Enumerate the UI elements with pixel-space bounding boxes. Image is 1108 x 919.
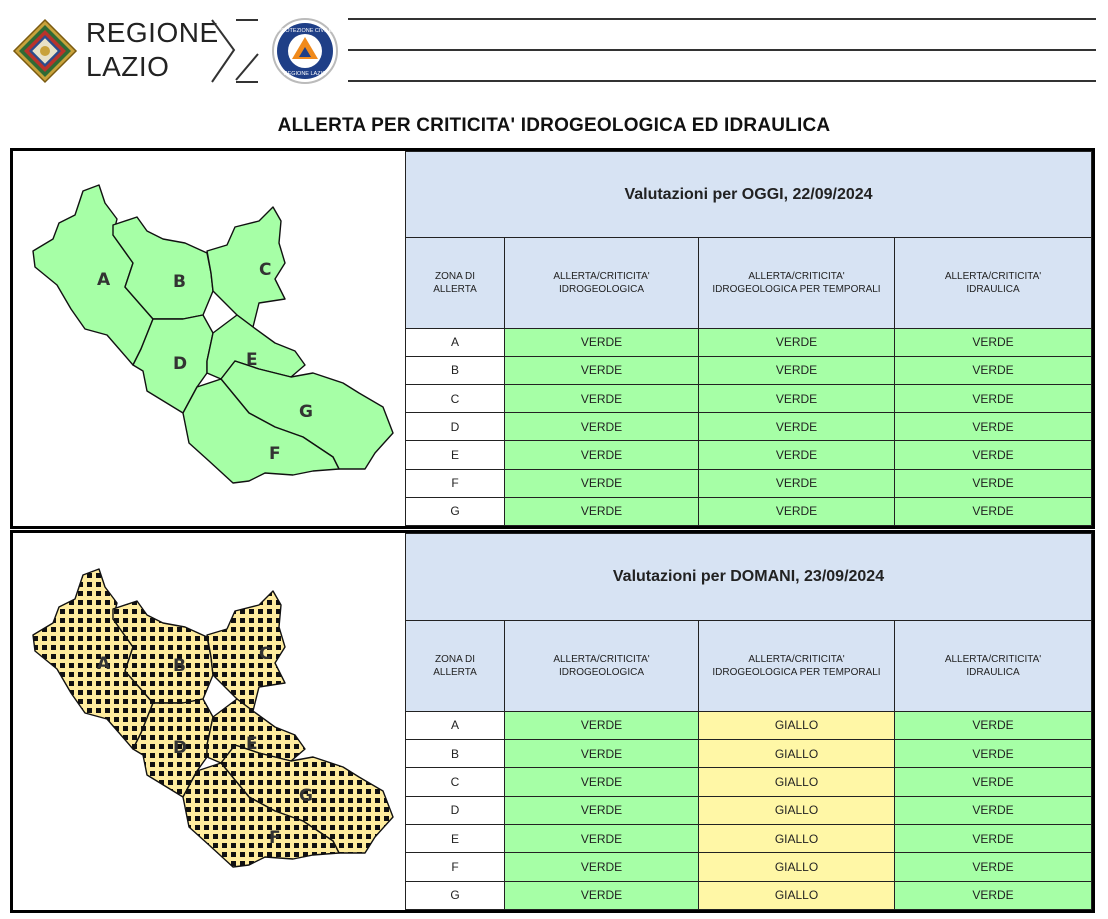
storms-level-cell: VERDE xyxy=(699,413,895,441)
hydraulic-level-cell: VERDE xyxy=(895,413,1092,441)
today-caption: Valutazioni per OGGI, 22/09/2024 xyxy=(406,152,1092,238)
hydrogeo-level-cell: VERDE xyxy=(505,853,699,881)
zone-cell: E xyxy=(406,441,505,469)
region-c xyxy=(207,207,285,327)
zone-cell: A xyxy=(406,328,505,356)
table-row xyxy=(406,824,1092,852)
table-row xyxy=(406,469,1092,497)
zone-label-a: A xyxy=(97,654,111,674)
column-header-storms: ALLERTA/CRITICITA' IDROGEOLOGICA PER TEMPORALI xyxy=(699,620,895,711)
hydrogeo-level-cell: VERDE xyxy=(505,356,699,384)
hydraulic-level-cell: VERDE xyxy=(895,711,1092,739)
zone-label-g: G xyxy=(299,402,313,422)
hydraulic-level-cell: VERDE xyxy=(895,796,1092,824)
zone-cell: E xyxy=(406,824,505,852)
hydraulic-level-cell: VERDE xyxy=(895,356,1092,384)
column-header-hydraulic: ALLERTA/CRITICITA' IDRAULICA xyxy=(895,620,1092,711)
tomorrow-panel xyxy=(10,530,1095,913)
storms-level-cell: VERDE xyxy=(699,441,895,469)
hydrogeo-level-cell: VERDE xyxy=(505,497,699,525)
column-header-zone: ZONA DI ALLERTA xyxy=(406,620,505,711)
hydraulic-level-cell: VERDE xyxy=(895,441,1092,469)
hydrogeo-level-cell: VERDE xyxy=(505,469,699,497)
storms-level-cell: VERDE xyxy=(699,497,895,525)
zone-cell: B xyxy=(406,356,505,384)
table-row xyxy=(406,497,1092,525)
column-header-storms: ALLERTA/CRITICITA' IDROGEOLOGICA PER TEMPORALI xyxy=(699,238,895,328)
protezione-civile-logo-icon xyxy=(271,17,339,85)
zone-cell: A xyxy=(406,711,505,739)
header-rules xyxy=(348,18,1096,82)
zone-label-g: G xyxy=(299,786,313,806)
hydraulic-level-cell: VERDE xyxy=(895,853,1092,881)
storms-level-cell: VERDE xyxy=(699,385,895,413)
column-header-zone: ZONA DI ALLERTA xyxy=(406,238,505,328)
region-c xyxy=(207,591,285,711)
table-row xyxy=(406,711,1092,739)
zone-label-c: C xyxy=(259,260,272,280)
tomorrow-caption: Valutazioni per DOMANI, 23/09/2024 xyxy=(406,534,1092,621)
zone-cell: D xyxy=(406,796,505,824)
zone-label-d: D xyxy=(173,738,188,758)
table-row xyxy=(406,796,1092,824)
today-table-wrap xyxy=(405,151,1092,526)
storms-level-cell: VERDE xyxy=(699,469,895,497)
page-header xyxy=(0,0,1108,100)
hydraulic-level-cell: VERDE xyxy=(895,385,1092,413)
brand-line-regione: REGIONE xyxy=(86,17,219,48)
tomorrow-alert-table xyxy=(405,533,1092,910)
table-row xyxy=(406,385,1092,413)
storms-level-cell: GIALLO xyxy=(699,881,895,909)
tomorrow-table-wrap xyxy=(405,533,1092,910)
storms-level-cell: GIALLO xyxy=(699,796,895,824)
storms-level-cell: GIALLO xyxy=(699,711,895,739)
table-row xyxy=(406,768,1092,796)
column-header-hydraulic: ALLERTA/CRITICITA' IDRAULICA xyxy=(895,238,1092,328)
storms-level-cell: VERDE xyxy=(699,328,895,356)
tomorrow-lazio-map xyxy=(13,533,405,911)
hydrogeo-level-cell: VERDE xyxy=(505,441,699,469)
hydraulic-level-cell: VERDE xyxy=(895,824,1092,852)
table-row xyxy=(406,413,1092,441)
column-header-hydrogeo: ALLERTA/CRITICITA' IDROGEOLOGICA xyxy=(505,620,699,711)
regione-lazio-brand xyxy=(86,14,266,88)
zone-label-b: B xyxy=(173,656,186,676)
zone-cell: F xyxy=(406,853,505,881)
zone-label-e: E xyxy=(246,734,258,754)
zone-cell: G xyxy=(406,497,505,525)
pc-logo-text-bottom: REGIONE LAZIO xyxy=(283,71,327,77)
hydraulic-level-cell: VERDE xyxy=(895,768,1092,796)
table-row xyxy=(406,356,1092,384)
zone-label-a: A xyxy=(97,270,111,290)
zone-cell: C xyxy=(406,385,505,413)
column-header-hydrogeo: ALLERTA/CRITICITA' IDROGEOLOGICA xyxy=(505,238,699,328)
page-title: ALLERTA PER CRITICITA' IDROGEOLOGICA ED IDRAULICA xyxy=(277,115,831,136)
brand-chevron-icon xyxy=(206,18,266,88)
today-alert-table xyxy=(405,151,1092,526)
today-lazio-map xyxy=(13,151,405,526)
storms-level-cell: GIALLO xyxy=(699,768,895,796)
today-panel xyxy=(10,148,1095,529)
hydraulic-level-cell: VERDE xyxy=(895,497,1092,525)
today-map xyxy=(13,151,405,526)
storms-level-cell: GIALLO xyxy=(699,739,895,767)
zone-label-f: F xyxy=(269,444,281,464)
hydrogeo-level-cell: VERDE xyxy=(505,768,699,796)
hydraulic-level-cell: VERDE xyxy=(895,469,1092,497)
hydrogeo-level-cell: VERDE xyxy=(505,796,699,824)
zone-cell: F xyxy=(406,469,505,497)
table-row xyxy=(406,441,1092,469)
hydrogeo-level-cell: VERDE xyxy=(505,328,699,356)
hydraulic-level-cell: VERDE xyxy=(895,881,1092,909)
zone-label-e: E xyxy=(246,350,258,370)
tomorrow-map xyxy=(13,533,405,910)
zone-cell: C xyxy=(406,768,505,796)
storms-level-cell: GIALLO xyxy=(699,824,895,852)
zone-cell: B xyxy=(406,739,505,767)
hydrogeo-level-cell: VERDE xyxy=(505,881,699,909)
zone-cell: D xyxy=(406,413,505,441)
table-row xyxy=(406,853,1092,881)
hydrogeo-level-cell: VERDE xyxy=(505,824,699,852)
zone-label-d: D xyxy=(173,354,188,374)
zone-label-b: B xyxy=(173,272,186,292)
hydrogeo-level-cell: VERDE xyxy=(505,413,699,441)
regione-lazio-emblem-icon xyxy=(12,18,78,84)
table-row xyxy=(406,328,1092,356)
hydrogeo-level-cell: VERDE xyxy=(505,711,699,739)
hydraulic-level-cell: VERDE xyxy=(895,739,1092,767)
hydrogeo-level-cell: VERDE xyxy=(505,739,699,767)
storms-level-cell: VERDE xyxy=(699,356,895,384)
hydraulic-level-cell: VERDE xyxy=(895,328,1092,356)
brand-line-lazio: LAZIO xyxy=(86,51,170,82)
zone-cell: G xyxy=(406,881,505,909)
storms-level-cell: GIALLO xyxy=(699,853,895,881)
table-row xyxy=(406,881,1092,909)
zone-label-c: C xyxy=(259,644,272,664)
zone-label-f: F xyxy=(269,828,281,848)
hydrogeo-level-cell: VERDE xyxy=(505,385,699,413)
pc-logo-text-top: PROTEZIONE CIVILE xyxy=(277,28,333,34)
table-row xyxy=(406,739,1092,767)
